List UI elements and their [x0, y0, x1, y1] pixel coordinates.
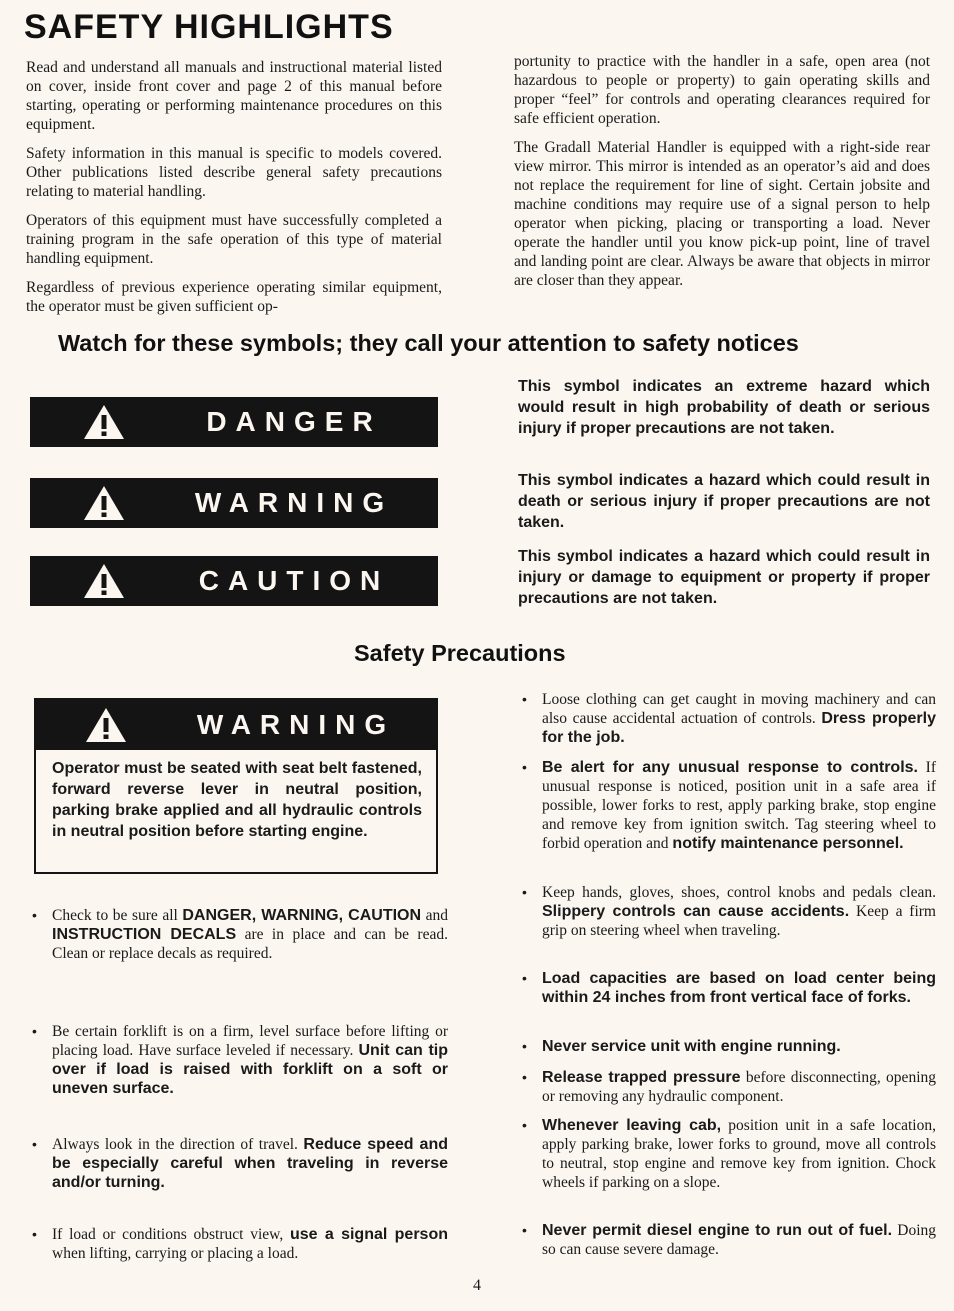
- bullet-icon: •: [522, 1038, 527, 1054]
- caution-banner: [30, 556, 438, 606]
- bullet-text: Keep hands, gloves, shoes, control knobs and pedals clean.: [542, 884, 936, 901]
- list-item: [522, 969, 936, 1007]
- bullet-emphasis: use a signal person: [289, 1226, 448, 1243]
- bullet-text: when lifting, carrying or placing a load.: [52, 1245, 299, 1262]
- bullet-emphasis: Whenever leaving cab,: [542, 1117, 722, 1134]
- bullet-text: Doing so can cause severe damage.: [542, 1222, 936, 1258]
- bullet-emphasis: notify maintenance personnel.: [672, 835, 904, 852]
- warning-triangle-icon: [82, 484, 126, 522]
- list-item: [522, 690, 936, 747]
- danger-banner: [30, 397, 438, 447]
- bullet-icon: •: [32, 1226, 37, 1242]
- seat-belt-warning-box: [34, 698, 438, 874]
- bullet-icon: •: [522, 970, 527, 986]
- bullet-icon: •: [522, 1117, 527, 1133]
- intro-paragraph: Operators of this equipment must have successfully completed a training program in the safe operation of this type of material handling equipment.: [26, 212, 442, 267]
- symbols-heading: Watch for these symbols; they call your attention to safety notices: [58, 330, 799, 356]
- list-item: [32, 1225, 448, 1263]
- bullet-icon: •: [32, 1136, 37, 1152]
- danger-signal-word: DANGER: [206, 406, 382, 437]
- warning-triangle-icon: [82, 403, 126, 441]
- bullet-emphasis: INSTRUCTION DECALS: [52, 926, 237, 943]
- caution-signal-word: CAUTION: [198, 565, 390, 596]
- bullet-text: are in place and can be read. Clean or replace decals as required.: [52, 926, 448, 962]
- warning-box-signal-word: WARNING: [196, 709, 396, 740]
- bullet-emphasis: Unit can tip over if load is raised with forklift on a soft or uneven surface.: [52, 1042, 449, 1097]
- warning-box-header: [36, 700, 436, 750]
- list-item: [522, 883, 936, 940]
- list-item: [522, 1037, 936, 1056]
- bullet-emphasis: Reduce speed and be especially careful when traveling in reverse and/or turning.: [52, 1136, 449, 1191]
- bullet-icon: •: [522, 759, 527, 775]
- bullet-emphasis: DANGER, WARNING, CAUTION: [182, 907, 422, 924]
- bullet-text: Loose clothing can get caught in moving machinery and can also cause accidental actuation of controls.: [542, 691, 936, 727]
- list-item: [522, 1116, 936, 1192]
- bullet-emphasis: Never permit diesel engine to run out of fuel.: [542, 1222, 893, 1239]
- danger-description: This symbol indicates an extreme hazard which would result in high probability of death or serious injury if proper precautions are not taken.: [518, 378, 930, 437]
- warning-description: This symbol indicates a hazard which could result in death or serious injury if proper precautions are not taken.: [518, 472, 930, 531]
- intro-paragraph: portunity to practice with the handler in a safe, open area (not hazardous to people or property) to gain operating skills and proper “feel” for controls and operating clearances required for safe efficient operation.: [514, 53, 930, 127]
- intro-paragraph: Read and understand all manuals and instructional material listed on cover, inside front cover and page 2 of this manual before starting, operating or performing maintenance procedures on this equipment.: [26, 59, 442, 133]
- bullet-emphasis: Load capacities are based on load center being within 24 inches from front vertical face of forks.: [542, 970, 936, 1006]
- bullet-emphasis: Be alert for any unusual response to controls.: [542, 759, 918, 776]
- bullet-text: Check to be sure all: [52, 907, 183, 924]
- list-item: [522, 1221, 936, 1259]
- bullet-text: before disconnecting, opening or removing any hydraulic component.: [542, 1069, 936, 1105]
- bullet-emphasis: Release trapped pressure: [542, 1069, 741, 1086]
- bullet-text: Always look in the direction of travel.: [52, 1136, 304, 1153]
- bullet-icon: •: [32, 1023, 37, 1039]
- bullet-text: and: [421, 907, 448, 924]
- bullet-emphasis: Never service unit with engine running.: [542, 1038, 841, 1055]
- list-item: [32, 1135, 449, 1192]
- list-item: [32, 906, 448, 963]
- bullet-text: If load or conditions obstruct view,: [52, 1226, 290, 1243]
- warning-signal-word: WARNING: [194, 487, 394, 518]
- intro-left-column: [26, 58, 442, 326]
- list-item: [32, 1022, 449, 1098]
- intro-paragraph: Safety information in this manual is specific to models covered. Other publications listed describe general safety precautions relating to material handling.: [26, 145, 442, 200]
- list-item: [522, 758, 936, 853]
- bullet-icon: •: [32, 907, 37, 923]
- bullet-text: If unusual response is noticed, position unit in a safe area if possible, lower forks to rest, apply parking brake, stop engine and remove key from ignition switch. Tag steering wheel to forbid operation and: [542, 759, 936, 852]
- bullet-text: Keep a firm grip on steering wheel when traveling.: [542, 903, 936, 939]
- intro-paragraph: The Gradall Material Handler is equipped with a right-side rear view mirror. This mirror is intended as an operator’s aid and does not replace the requirement for line of sight. Certain jobsite and machine conditions may require use of a signal person to help operator when picking, placing or transporting a load. Never operate the handler until you know pick-up point, line of travel and landing point are clear. Always be aware that objects in mirror are closer than they appear.: [514, 139, 930, 289]
- bullet-emphasis: Slippery controls can cause accidents.: [542, 903, 850, 920]
- warning-banner: [30, 478, 438, 528]
- warning-box-text: Operator must be seated with seat belt fastened, forward reverse lever in neutral position, parking brake applied and all hydraulic controls in neutral position before starting engine.: [52, 760, 422, 840]
- bullet-icon: •: [522, 1069, 527, 1085]
- bullet-icon: •: [522, 1222, 527, 1238]
- intro-right-column: [514, 52, 930, 300]
- list-item: [522, 1068, 936, 1106]
- bullet-emphasis: Dress properly for the job.: [542, 710, 936, 746]
- bullet-text: position unit in a safe location, apply parking brake, lower forks to ground, move all controls to neutral, stop engine and remove key from ignition. Chock wheels if parking on a slope.: [542, 1117, 936, 1191]
- bullet-icon: •: [522, 691, 527, 707]
- page-title: SAFETY HIGHLIGHTS: [24, 8, 394, 46]
- page-number: 4: [473, 1277, 481, 1294]
- caution-description: This symbol indicates a hazard which could result in injury or damage to equipment or property if proper precautions are not taken.: [518, 548, 930, 607]
- bullet-text: Be certain forklift is on a firm, level surface before lifting or placing load. Have surface leveled if necessary.: [52, 1023, 448, 1059]
- warning-triangle-icon: [84, 706, 128, 744]
- intro-paragraph: Regardless of previous experience operating similar equipment, the operator must be given sufficient op-: [26, 279, 442, 315]
- warning-triangle-icon: [82, 562, 126, 600]
- precautions-heading: Safety Precautions: [354, 640, 566, 666]
- bullet-icon: •: [522, 884, 527, 900]
